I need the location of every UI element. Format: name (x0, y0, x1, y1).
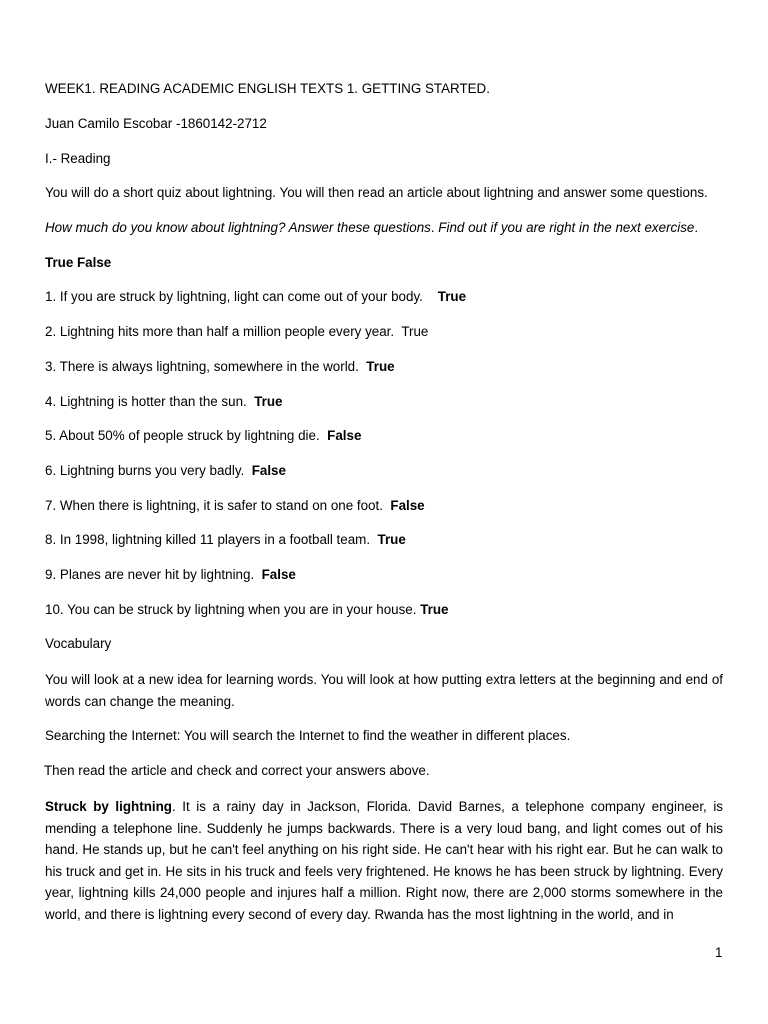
quiz-question: 6. Lightning burns you very badly. (45, 463, 245, 478)
vocabulary-paragraph: You will look at a new idea for learning words. You will look at how putting extra letters at the beginning and end of words can change the meaning. (45, 672, 723, 709)
instruction-end: . (694, 220, 699, 235)
instruction-direction: Find out if you are right in the next exercise (438, 220, 695, 235)
quiz-instruction (45, 219, 698, 237)
quiz-item (45, 601, 448, 619)
vocabulary-heading: Vocabulary (45, 636, 112, 651)
quiz-question: 2. Lightning hits more than half a million people every year. (45, 324, 395, 339)
quiz-answer: True (401, 324, 429, 339)
quiz-item (45, 497, 425, 515)
quiz-item (45, 323, 428, 341)
article-paragraph (45, 796, 723, 926)
quiz-item (45, 358, 395, 376)
quiz-answer: False (327, 428, 362, 443)
quiz-item (45, 427, 361, 445)
quiz-answer: False (251, 463, 286, 478)
quiz-question: 5. About 50% of people struck by lightning die. (45, 428, 320, 443)
instruction-separator: . (430, 220, 439, 235)
then-read-text: Then read the article and check and correct your answers above. (44, 763, 430, 778)
quiz-item (45, 288, 466, 306)
quiz-question: 7. When there is lightning, it is safer to stand on one foot. (45, 498, 383, 513)
quiz-item (45, 531, 406, 549)
quiz-answer: True (420, 602, 449, 617)
quiz-question: 1. If you are struck by lightning, light can come out of your body. (45, 289, 423, 304)
instruction-question: How much do you know about lightning? Answer these questions (45, 220, 431, 235)
quiz-answer: True (377, 532, 406, 547)
author-line: Juan Camilo Escobar -1860142-2712 (45, 116, 267, 131)
quiz-item (45, 566, 296, 584)
reading-heading: I.- Reading (45, 151, 111, 166)
article-title: Struck by lightning (45, 799, 172, 814)
page-number: 1 (715, 945, 723, 960)
quiz-question: 4. Lightning is hotter than the sun. (45, 394, 247, 409)
quiz-question: 8. In 1998, lightning killed 11 players in a football team. (45, 532, 371, 547)
quiz-answer: True (254, 394, 283, 409)
true-false-header: True False (45, 255, 112, 270)
document-title: WEEK1. READING ACADEMIC ENGLISH TEXTS 1. GETTING STARTED. (45, 81, 490, 96)
quiz-question: 10. You can be struck by lightning when you are in your house. (45, 602, 417, 617)
quiz-item (45, 462, 286, 480)
quiz-item (45, 393, 282, 411)
quiz-answer: False (390, 498, 425, 513)
quiz-question: 9. Planes are never hit by lightning. (45, 567, 255, 582)
quiz-question: 3. There is always lightning, somewhere in the world. (45, 359, 359, 374)
quiz-answer: True (366, 359, 395, 374)
vocabulary-text (45, 669, 723, 712)
article-text (45, 796, 723, 926)
reading-intro: You will do a short quiz about lightning. You will then read an article about lightning and answer some questions. (45, 185, 708, 200)
quiz-answer: False (261, 567, 296, 582)
quiz-answer: True (437, 289, 467, 304)
internet-text: Searching the Internet: You will search the Internet to find the weather in different places. (45, 728, 571, 743)
article-body: . It is a rainy day in Jackson, Florida. David Barnes, a telephone company engineer, is mending a telephone line. Suddenly he jumps backwards. There is a very loud bang, and light comes out of his hand. He stands up, but he can't feel anything on his right side. He can't hear with his right ear. But he can walk to his truck and get in. He sits in his truck and feels very frightened. He knows he has been struck by lightning. Every year, lightning kills 24,000 people and injures half a million. Right now, there are 2,000 storms somewhere in the world, and there is lightning every second of every day. Rwanda has the most lightning in the world, and in (45, 799, 723, 922)
